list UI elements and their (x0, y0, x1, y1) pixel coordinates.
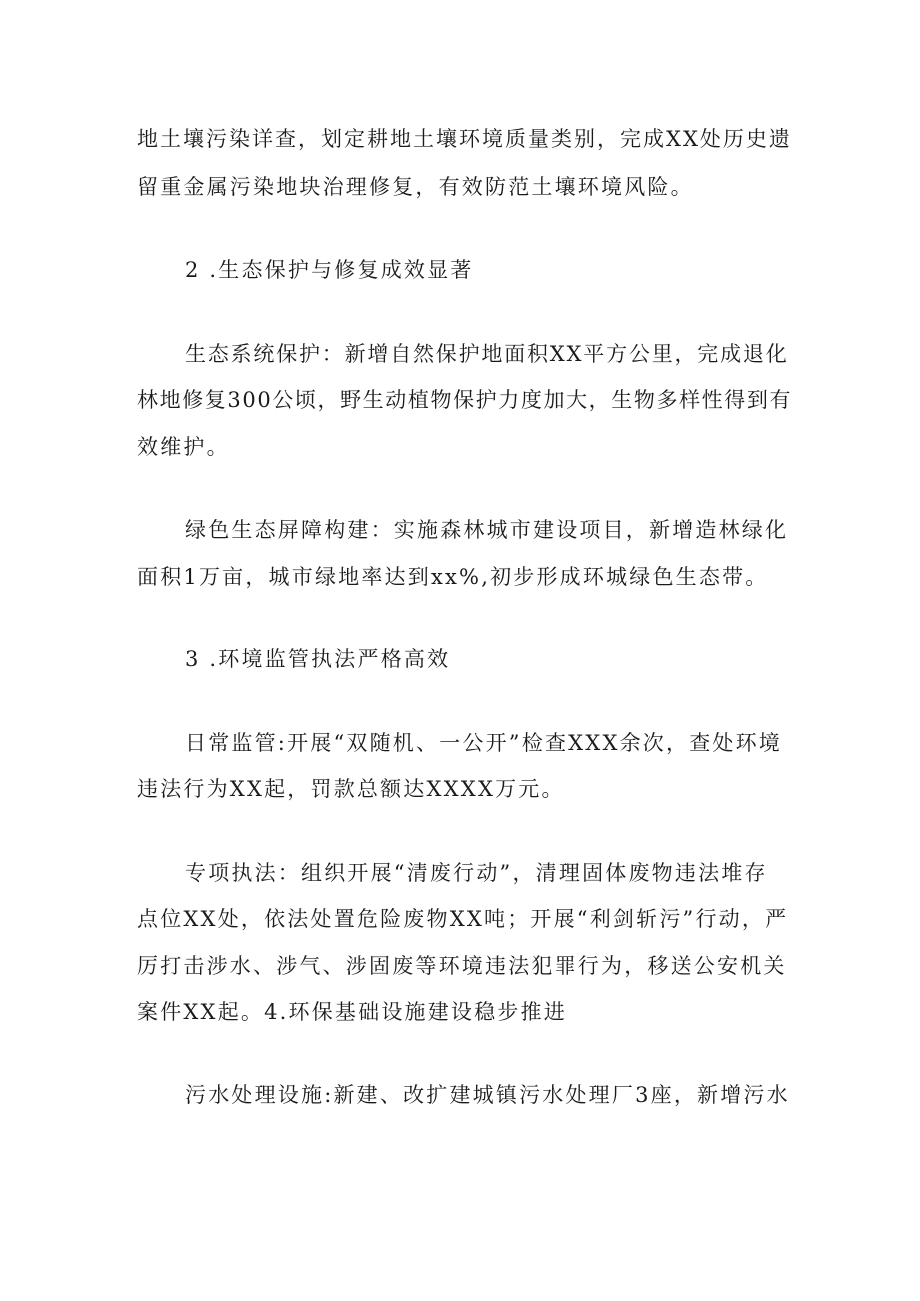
body-text-line: 点位XX处，依法处置危险废物XX吨；开展“利剑斩污”行动，严 (137, 907, 789, 931)
paragraph-first-line: 绿色生态屏障构建：实施森林城市建设项目，新增造林绿化 (185, 518, 789, 542)
paragraph-first-line: 污水处理设施:新建、改扩建城镇污水处理厂3座，新增污水 (185, 1083, 790, 1107)
paragraph-first-line: 生态系统保护：新增自然保护地面积XX平方公里，完成退化 (185, 342, 789, 366)
paragraph-first-line: 专项执法：组织开展“清废行动”，清理固体废物违法堆存 (185, 861, 768, 885)
section-heading: 2 .生态保护与修复成效显著 (185, 258, 474, 282)
body-text-line: 违法行为XX起，罚款总额达XXXX万元。 (137, 777, 565, 801)
paragraph-first-line: 日常监管:开展“双随机、一公开”检查XXX余次，查处环境 (185, 731, 782, 755)
body-text-line: 留重金属污染地块治理修复，有效防范土壤环境风险。 (137, 175, 694, 199)
body-text-line: 地土壤污染详查，划定耕地土壤环境质量类别，完成XX处历史遗 (137, 127, 792, 151)
body-text-line: 面积1万亩，城市绿地率达到xx%,初步形成环城绿色生态带。 (137, 565, 769, 589)
section-heading: 3 .环境监管执法严格高效 (185, 647, 451, 671)
body-text-line: 厉打击涉水、涉气、涉固废等环境违法犯罪行为，移送公安机关 (137, 954, 787, 978)
body-text-line: 效维护。 (137, 435, 230, 459)
body-text-line: 林地修复300公顷，野生动植物保护力度加大，生物多样性得到有 (137, 388, 793, 412)
body-text-line: 案件XX起。4.环保基础设施建设稳步推进 (137, 1000, 567, 1024)
